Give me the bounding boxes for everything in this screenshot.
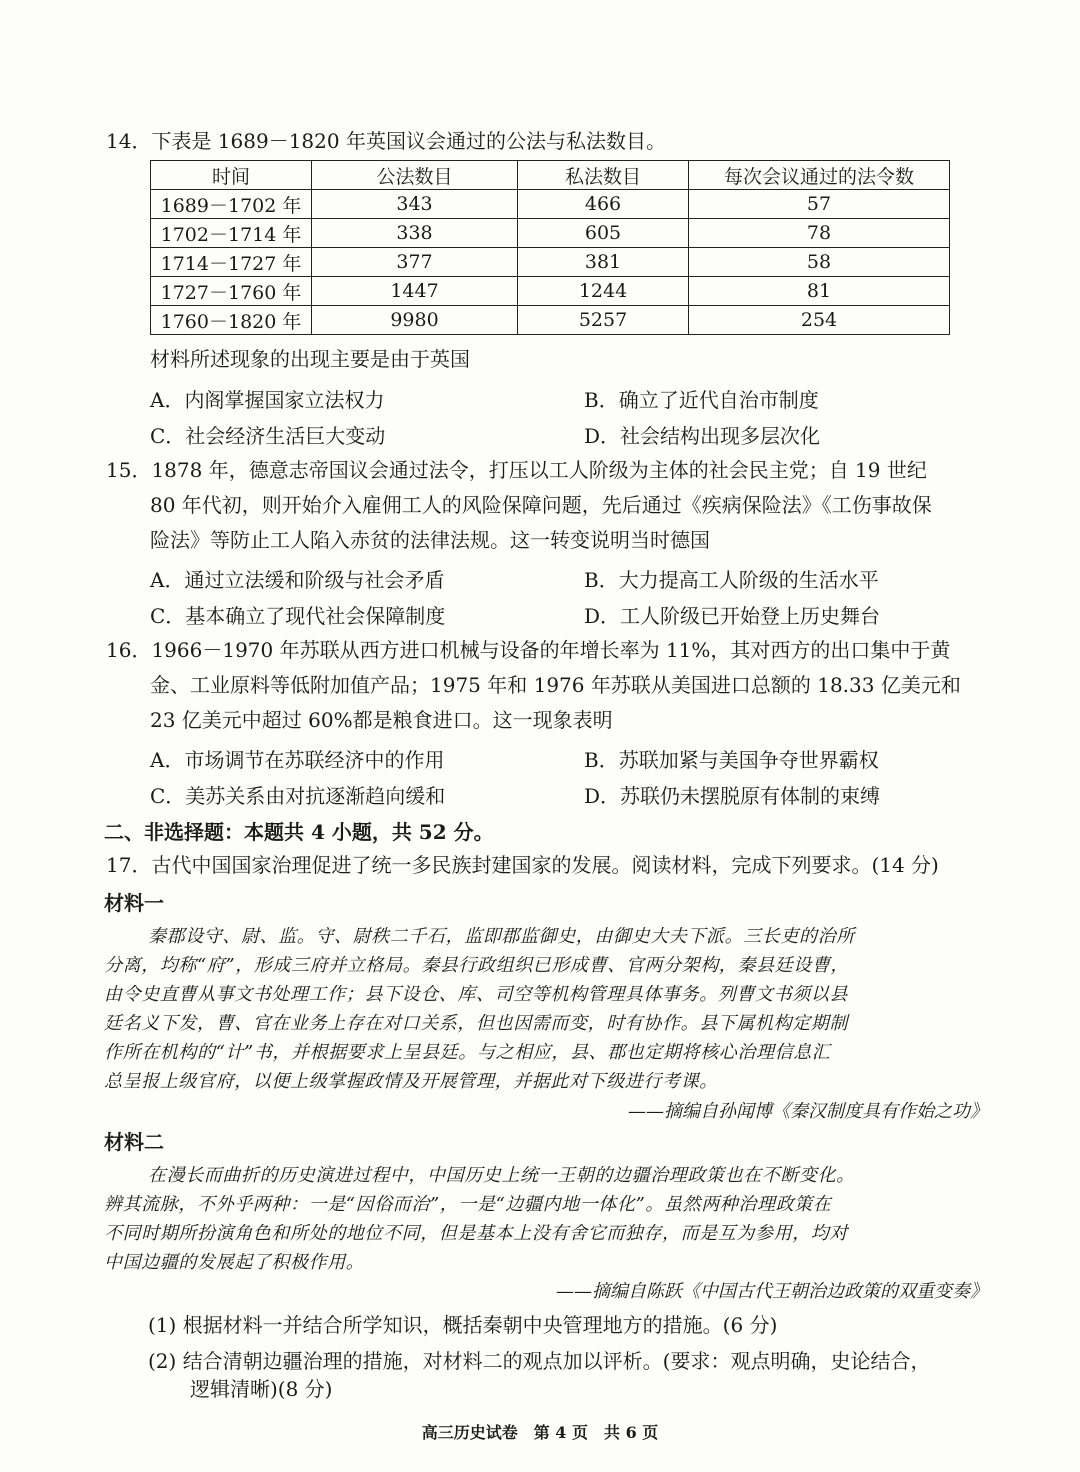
q16-line-1: 16．1966－1970 年苏联从西方进口机械与设备的年增长率为 11%，其对西方的出口集中于黄 [106, 638, 951, 662]
q16-option-b: B．苏联加紧与美国争夺世界霸权 [584, 748, 879, 772]
table-cell: 58 [689, 248, 950, 277]
q15-option-c: C．基本确立了现代社会保障制度 [150, 604, 446, 628]
table-cell: 377 [312, 248, 518, 277]
table-row [151, 306, 950, 335]
material-2-source: ——摘编自陈跃《中国古代王朝治边政策的双重变奏》 [556, 1281, 988, 1302]
q15-line-3: 险法》等防止工人陷入赤贫的法律法规。这一转变说明当时德国 [150, 528, 710, 552]
material-2-line: 中国边疆的发展起了积极作用。 [104, 1252, 365, 1273]
material-1-line: 秦郡设守、尉、监。守、尉秩二千石，监即郡监御史，由御史大夫下派。三长吏的治所 [148, 926, 855, 947]
q16-option-c: C．美苏关系由对抗逐渐趋向缓和 [150, 784, 446, 808]
table-cell: 1702－1714 年 [151, 219, 312, 248]
q15-option-a: A．通过立法缓和阶级与社会矛盾 [150, 568, 445, 592]
q15-option-d: D．工人阶级已开始登上历史舞台 [584, 604, 881, 628]
q16-option-a: A．市场调节在苏联经济中的作用 [150, 748, 445, 772]
material-2-line: 不同时期所扮演角色和所处的地位不同，但是基本上没有舍它而独存，而是互为参用，均对 [104, 1223, 848, 1244]
table-cell: 78 [689, 219, 950, 248]
q15-line-2: 80 年代初，则开始介入雇佣工人的风险保障问题，先后通过《疾病保险法》《工伤事故保 [150, 493, 932, 517]
table-cell: 1447 [312, 277, 518, 306]
q14-option-c: C．社会经济生活巨大变动 [150, 424, 386, 448]
table-cell: 1714－1727 年 [151, 248, 312, 277]
table-cell: 57 [689, 190, 950, 219]
q17-subquestion-2-line-1: (2) 结合清朝边疆治理的措施，对材料二的观点加以评析。(要求：观点明确，史论结合， [148, 1349, 931, 1373]
q17-subquestion-1: (1) 根据材料一并结合所学知识，概括秦朝中央管理地方的措施。(6 分) [148, 1313, 778, 1337]
table-header-cell: 私法数目 [518, 161, 689, 190]
q16-line-2: 金、工业原料等低附加值产品；1975 年和 1976 年苏联从美国进口总额的 18.33 亿美元和 [150, 673, 961, 697]
q14-option-a: A．内阁掌握国家立法权力 [150, 388, 385, 412]
q14-stem: 14．下表是 1689－1820 年英国议会通过的公法与私法数目。 [106, 129, 666, 153]
table-row [151, 190, 950, 219]
table-cell: 605 [518, 219, 689, 248]
page-footer: 高三历史试卷 第 4 页 共 6 页 [421, 1423, 659, 1442]
material-1-line: 作所在机构的“计”书，并根据要求上呈县廷。与之相应，县、郡也定期将核心治理信息汇 [104, 1042, 831, 1063]
table-cell: 338 [312, 219, 518, 248]
table-header-cell: 公法数目 [312, 161, 518, 190]
q16-option-d: D．苏联仍未摆脱原有体制的束缚 [584, 784, 881, 808]
material-1-line: 由令史直曹从事文书处理工作；县下设仓、库、司空等机构管理具体事务。列曹文书须以县 [104, 984, 848, 1005]
table-cell: 254 [689, 306, 950, 335]
material-2-title: 材料二 [104, 1130, 164, 1154]
table-header-cell: 时间 [151, 161, 312, 190]
table-cell: 1760－1820 年 [151, 306, 312, 335]
table-cell: 466 [518, 190, 689, 219]
section-heading: 二、非选择题：本题共 4 小题，共 52 分。 [104, 820, 494, 844]
table-cell: 1244 [518, 277, 689, 306]
table-row [151, 219, 950, 248]
material-2-line: 在漫长而曲折的历史演进过程中，中国历史上统一王朝的边疆治理政策也在不断变化。 [148, 1165, 855, 1186]
table-row [151, 277, 950, 306]
material-1-line: 廷名义下发，曹、官在业务上存在对口关系，但也因需而变，时有协作。县下属机构定期制 [104, 1013, 848, 1034]
q15-option-b: B．大力提高工人阶级的生活水平 [584, 568, 879, 592]
table-cell: 381 [518, 248, 689, 277]
q14-option-d: D．社会结构出现多层次化 [584, 424, 821, 448]
table-cell: 1689－1702 年 [151, 190, 312, 219]
table-row [151, 248, 950, 277]
table-header-row [151, 161, 950, 190]
material-1-line: 总呈报上级官府，以便上级掌握政情及开展管理，并据此对下级进行考课。 [104, 1071, 718, 1092]
material-1-title: 材料一 [104, 891, 164, 915]
q15-line-1: 15．1878 年，德意志帝国议会通过法令，打压以工人阶级为主体的社会民主党；自 19 世纪 [106, 458, 927, 482]
table-header-cell: 每次会议通过的法令数 [689, 161, 950, 190]
table-cell: 343 [312, 190, 518, 219]
q17-stem: 17．古代中国国家治理促进了统一多民族封建国家的发展。阅读材料，完成下列要求。(14 分) [106, 853, 939, 877]
material-1-line: 分离，均称“府”，形成三府并立格局。秦县行政组织已形成曹、官两分架构，秦县廷设曹， [104, 955, 849, 976]
material-2-line: 辨其流脉，不外乎两种：一是“因俗而治”，一是“边疆内地一体化”。虽然两种治理政策在 [104, 1194, 832, 1215]
table-cell: 9980 [312, 306, 518, 335]
q14-option-b: B．确立了近代自治市制度 [584, 388, 819, 412]
q17-subquestion-2-line-2: 逻辑清晰)(8 分) [190, 1377, 333, 1401]
table-cell: 5257 [518, 306, 689, 335]
q14-question: 材料所述现象的出现主要是由于英国 [150, 347, 470, 371]
q16-line-3: 23 亿美元中超过 60%都是粮食进口。这一现象表明 [150, 708, 613, 732]
table-cell: 81 [689, 277, 950, 306]
material-1-source: ——摘编自孙闻博《秦汉制度具有作始之功》 [628, 1101, 988, 1122]
table-cell: 1727－1760 年 [151, 277, 312, 306]
law-count-table [150, 160, 950, 335]
